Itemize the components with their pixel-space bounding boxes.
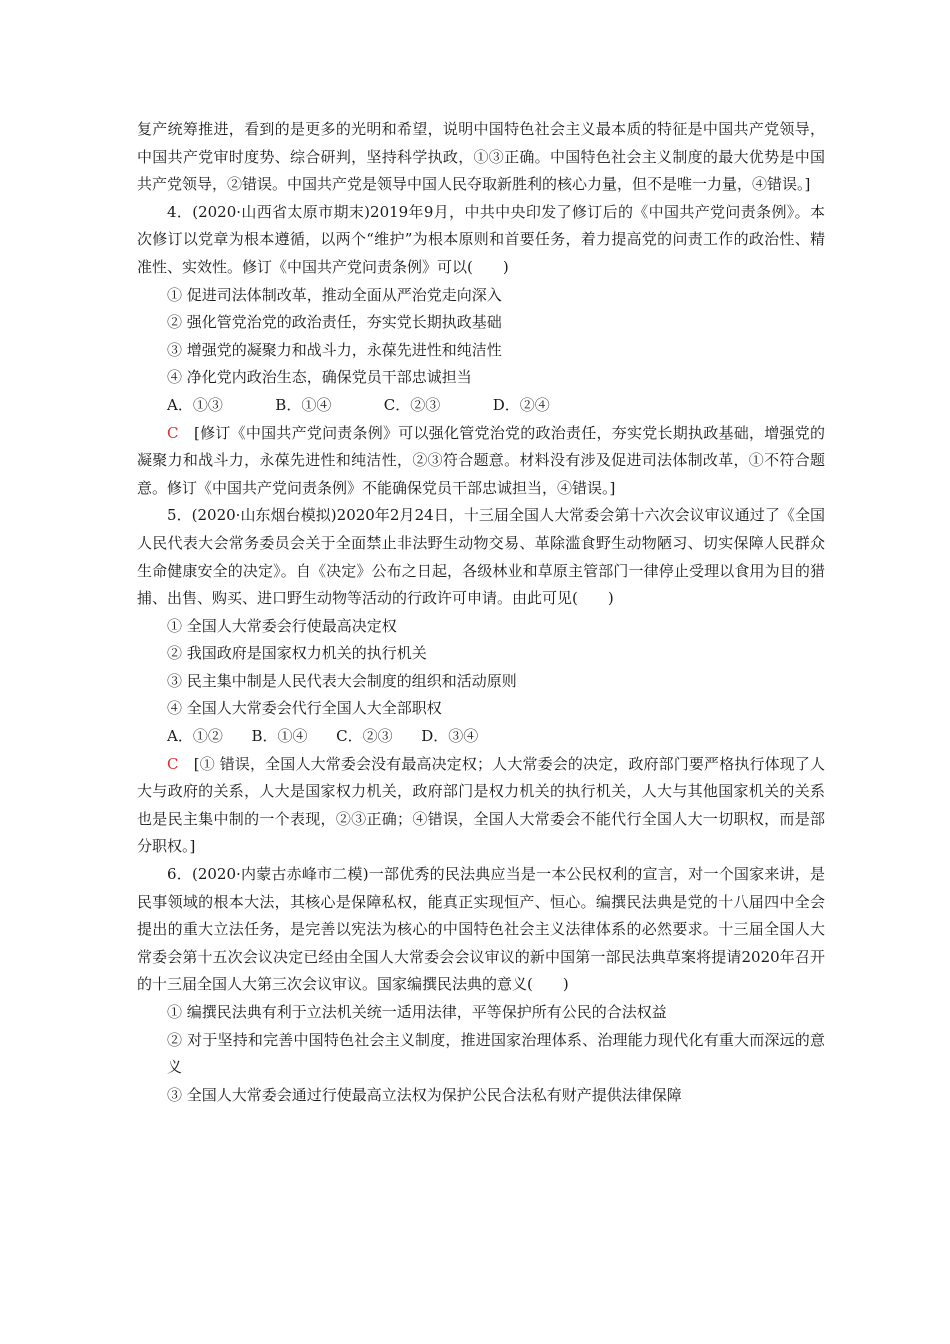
question-5-statement-3: ③ 民主集中制是人民代表大会制度的组织和活动原则 [167,671,517,690]
question-5-statement-1: ① 全国人大常委会行使最高决定权 [167,616,397,635]
choice-c: C．②③ [383,395,441,414]
question-4-choices [137,392,825,420]
choice-c: C．②③ [336,727,393,746]
question-4-answer [137,420,825,503]
question-5-stem: 5．(2020·山东烟台模拟)2020年2月24日，十三届全国人大常委会第十六次会议审议通过了《全国人民代表大会常务委员会关于全面禁止非法野生动物交易、革除滥食野生动物陋习、切实保障人民群众生命健康安全的决定》。自《决定》公布之日起，各级林业和草原主管部门一律停止受理以食用为目的猎捕、出售、购买、进口野生动物等活动的行政许可申请。由此可见( ) [137,506,825,608]
question-5-answer [137,751,825,861]
choice-a: A．①② [167,727,223,746]
choice-gap [393,727,422,745]
question-4-stem: 4．(2020·山西省太原市期末)2019年9月，中共中央印发了修订后的《中国共产党问责条例》。本次修订以党章为根本遵循，以两个“维护”为根本原则和首要任务，着力提高党的问责工作的政治性、精准性、实效性。修订《中国共产党问责条例》可以( ) [137,202,825,276]
answer-explanation: [修订《中国共产党问责条例》可以强化管党治党的政治责任，夯实党长期执政基础，增强党的凝聚力和战斗力，永葆先进性和纯洁性，②③符合题意。材料没有涉及促进司法体制改革，①不符合题意。修订《中国共产党问责条例》不能确保党员干部忠诚担当，④错误。] [137,423,825,497]
question-4-statement-1: ① 促进司法体制改革，推动全面从严治党走向深入 [167,285,502,304]
choice-gap [223,396,275,414]
question-6-statement-1: ① 编撰民法典有利于立法机关统一适用法律，平等保护所有公民的合法权益 [167,1003,667,1021]
choice-gap [223,727,252,745]
answer-explanation: [① 错误，全国人大常委会没有最高决定权；人大常委会的决定，政府部门要严格执行体现了人大与政府的关系，人大是国家权力机关，政府部门是权力机关的执行机关，人大与其他国家机关的关系也是民主集中制的一个表现，②③正确；④错误，全国人大常委会不能代行全国人大一切职权，而是部分职权。] [137,754,825,856]
question-4-statement-2: ② 强化管党治党的政治责任，夯实党长期执政基础 [167,313,502,332]
choice-d: D．③④ [421,727,479,746]
choice-b: B．①④ [275,395,332,414]
answer-letter: C [167,423,179,442]
question-6-stem: 6．(2020·内蒙古赤峰市二模)一部优秀的民法典应当是一本公民权利的宣言，对一个国家来讲，是民事领域的根本大法，其核心是保障私权，能真正实现恒产、恒心。编撰民法典是党的十八届四中全会提出的重大立法任务，是完善以宪法为核心的中国特色社会主义法律体系的必然要求。十三届全国人大常委会第十五次会议决定已经由全国人大常委会会议审议的新中国第一部民法典草案将提请2020年召开的十三届全国人大第三次会议审议。国家编撰民法典的意义( ) [137,865,825,994]
document-page [137,116,825,1109]
choice-b: B．①④ [251,727,308,746]
choice-a: A．①③ [167,395,223,414]
choice-d: D．②④ [492,395,550,414]
question-4-statement-3: ③ 增强党的凝聚力和战斗力，永葆先进性和纯洁性 [167,340,502,359]
question-4-statement-4: ④ 净化党内政治生态，确保党员干部忠诚担当 [167,368,472,387]
question-5-statement-2: ② 我国政府是国家权力机关的执行机关 [167,644,427,663]
choice-gap [440,396,492,414]
choice-gap [307,727,336,745]
paragraph-continuation: 复产统筹推进，看到的是更多的光明和希望，说明中国特色社会主义最本质的特征是中国共产党领导，中国共产党审时度势、综合研判，坚持科学执政，①③正确。中国特色社会主义制度的最大优势是中国共产党领导，②错误。中国共产党是领导中国人民夺取新胜利的核心力量，但不是唯一力量，④错误。] [137,120,825,194]
question-6-statement-3: ③ 全国人大常委会通过行使最高立法权为保护公民合法私有财产提供法律保障 [167,1085,682,1104]
question-6-statement-2: ② 对于坚持和完善中国特色社会主义制度，推进国家治理体系、治理能力现代化有重大而深远的意义 [167,1030,825,1077]
question-5-choices [137,723,825,751]
answer-letter: C [167,754,179,773]
question-5-statement-4: ④ 全国人大常委会代行全国人大全部职权 [167,699,442,718]
choice-gap [331,396,383,414]
